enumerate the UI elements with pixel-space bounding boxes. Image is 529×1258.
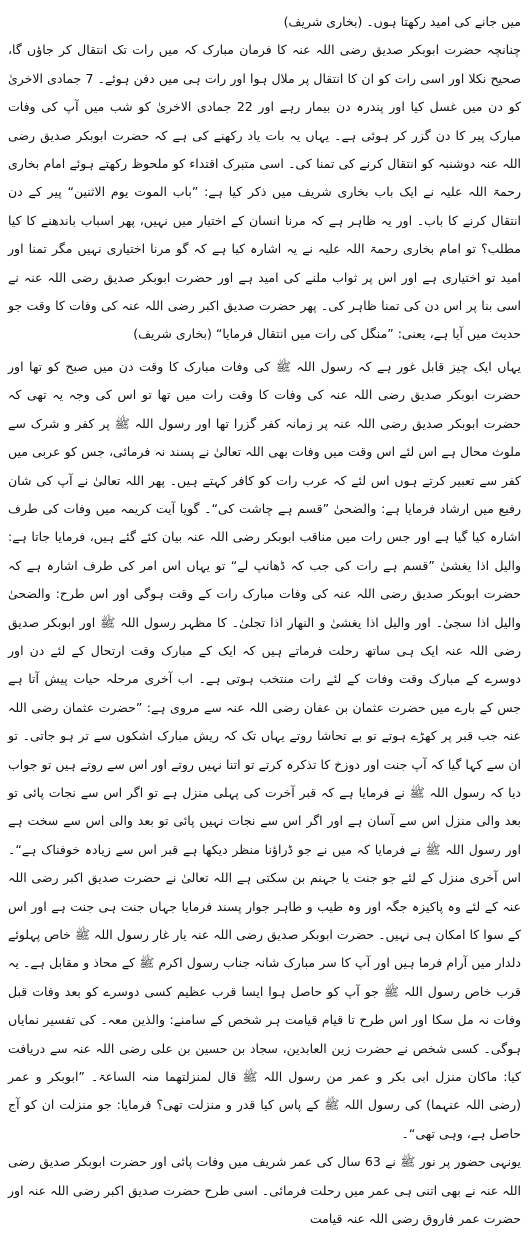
paragraph-4: یونہی حضور پر نور ﷺ نے 63 سال کی عمر شریف میں وفات پائی اور حضرت ابوبکر صدیق رضی اللہ عنہ نے بھی اتنی ہی عمر میں رحلت فرمائی۔ اسی طرح حضرت صدیق اکبر رضی اللہ عنہ اور حضرت عمر فاروق رضی اللہ عنہ قیامت xyxy=(8,1154,521,1227)
paragraph-3: یہاں ایک چیز قابل غور ہے کہ رسول اللہ ﷺ کی وفات مبارک کا وقت دن میں صبح کو تھا اور حضرت ابوبکر صدیق رضی اللہ عنہ کی وفات کا وقت رات میں تھا تو اس کی وجہ یہ تھی کہ حضرت ابوبکر صدیق رضی اللہ عنہ پر زمانہ کفر گزرا تھا اور رسول اللہ ﷺ پر کفر و شرک سے ملوث محال ہے اس لئے اس وقت میں وفات بھی اللہ تعالیٰ نے پسند نہ فرمائی، جس کو عربی میں کفر سے تعبیر کرتے ہوں اس لئے کہ عرب رات کو کافر کہتے ہیں۔ پھر اللہ تعالیٰ نے آپ کی شان رفیع میں ارشاد فرمایا ہے: والضحیٰ ”قسم ہے چاشت کی“۔ گویا آیت کریمہ میں وفات کی طرف اشارہ کیا گیا ہے اور جس رات میں مناقب ابوبکر رضی اللہ عنہ بیان کئے گئے ہیں، فرمایا جاتا ہے: والیل اذا یغشیٰ ”قسم ہے رات کی جب کہ ڈھانپ لے“ تو یہاں اس امر کی طرف اشارہ ہے کہ حضرت ابوبکر صدیق رضی اللہ عنہ کی وفات مبارک رات کے وقت ہوگی اور اس طرح: والضحیٰ والیل اذا سجیٰ۔ اور والیل اذا یغشیٰ و النھار اذا تجلیٰ۔ کا مظہر رسول اللہ ﷺ اور ابوبکر صدیق رضی اللہ عنہ ایک ہی ساتھ رحلت فرماتے ہیں کہ ایک کے مبارک وقت ارتحال کے لئے دن اور دوسرے کے مبارک وقت وفات کے لئے رات منتخب ہوتی ہے۔ اب آخری مرحلہ حیات پیش آتا ہے جس کے بارے میں حضرت عثمان بن عفان رضی اللہ عنہ سے مروی ہے: ”حضرت عثمان رضی اللہ عنہ جب قبر پر کھڑے ہوتے تو بے تحاشا روتے یہاں تک کہ ریش مبارک اشکوں سے تر ہو جاتی۔ تو ان سے کہا گیا کہ آپ جنت اور دوزخ کا تذکرہ کرتے تو اتنا نہیں روتے اور اس سے روتے ہیں تو جواب دیا کہ رسول اللہ ﷺ نے فرمایا ہے کہ قبر آخرت کی پہلی منزل ہے تو اگر اس سے نجات پائی تو بعد والی منزل اس سے آسان ہے اور اگر اس سے نجات نہیں پائی تو بعد والی اس سے سخت ہے اور رسول اللہ ﷺ نے فرمایا کہ میں نے جو ڈراؤنا منظر دیکھا ہے قبر اس سے زیادہ خوفناک ہے“۔ اس آخری منزل کے لئے جو جنت یا جہنم بن سکتی ہے اللہ تعالیٰ نے حضرت صدیق اکبر رضی اللہ عنہ کے لئے وہ پاکیزہ جگہ اور وہ طیب و طاہر جوار پسند فرمایا جہاں جنت ہی جنت ہے اور اس کے سوا کا امکان ہی نہیں۔ حضرت ابوبکر صدیق رضی اللہ عنہ یار غار رسول اللہ ﷺ خاص پہلوئے دلدار میں آرام فرما ہیں اور آپ کا سر مبارک شانہ جناب رسول اکرم ﷺ کے محاذ و مقابل ہے۔ یہ قرب خاص رسول اللہ ﷺ جو آپ کو حاصل ہوا ایسا قرب عظیم کسی دوسرے کو بعد وفات قبل وفات نہ مل سکا اور اس طرح تا قیام قیامت ہر شخص کے سامنے: والذین معہ۔ کی تفسیر نمایاں ہوگی۔ کسی شخص نے حضرت زین العابدین، سجاد بن حسین بن علی رضی اللہ عنہ سے دریافت کیا: ماکان منزل ابی بکر و عمر من رسول اللہ ﷺ قال لمنزلتھما منہ الساعۃ۔ ”ابوبکر و عمر (رضی اللہ عنہما) کی رسول اللہ ﷺ کے پاس کیا قدر و منزلت تھی؟ فرمایا: جو منزلت ان کو آج حاصل ہے، وہی تھی“۔ xyxy=(8,358,521,1141)
paragraph-2: چنانچہ حضرت ابوبکر صدیق رضی اللہ عنہ کا فرمان مبارک کہ میں رات تک انتقال کر جاؤں گا، صحیح نکلا اور اسی رات کو ان کا انتقال پر ملال ہوا اور رات ہی میں دفن ہوئے۔ 7 جمادی الاخریٰ کو دن میں غسل کیا اور پندرہ دن بیمار رہے اور 22 جمادی الاخریٰ کو شب میں آپ کی وفات مبارک پیر کا دن گزر کر ہوئی ہے۔ یہاں یہ بات یاد رکھنے کی ہے کہ حضرت ابوبکر صدیق رضی اللہ عنہ دوشنبہ کو انتقال کرنے کی تمنا کی۔ اسی متبرک اقتداء کو ملحوظ رکھتے ہوئے امام بخاری رحمۃ اللہ علیہ نے ایک باب بخاری شریف میں ذکر کیا ہے: ”باب الموت یوم الاثنین“ پیر کے دن انتقال کرنے کا باب۔ اور یہ ظاہر ہے کہ مرنا انسان کے اختیار میں نہیں، پھر اسباب باندھنے کا کیا مطلب؟ تو امام بخاری رحمۃ اللہ علیہ نے یہ اشارہ کیا ہے کہ گو مرنا اختیاری نہیں مگر تمنا اور امید تو اختیاری ہے اور اس پر ثواب ملنے کی امید ہے اور حضرت ابوبکر صدیق رضی اللہ عنہ نے اسی بنا پر اس دن کی تمنا ظاہر کی۔ پھر حضرت صدیق اکبر رضی اللہ عنہ کی وفات کا وقت جو حدیث میں آیا ہے، یعنی: ”منگل کی رات میں انتقال فرمایا“ (بخاری شریف) xyxy=(8,42,521,342)
paragraph-1: میں جانے کی امید رکھتا ہوں۔ (بخاری شریف) xyxy=(283,14,521,29)
